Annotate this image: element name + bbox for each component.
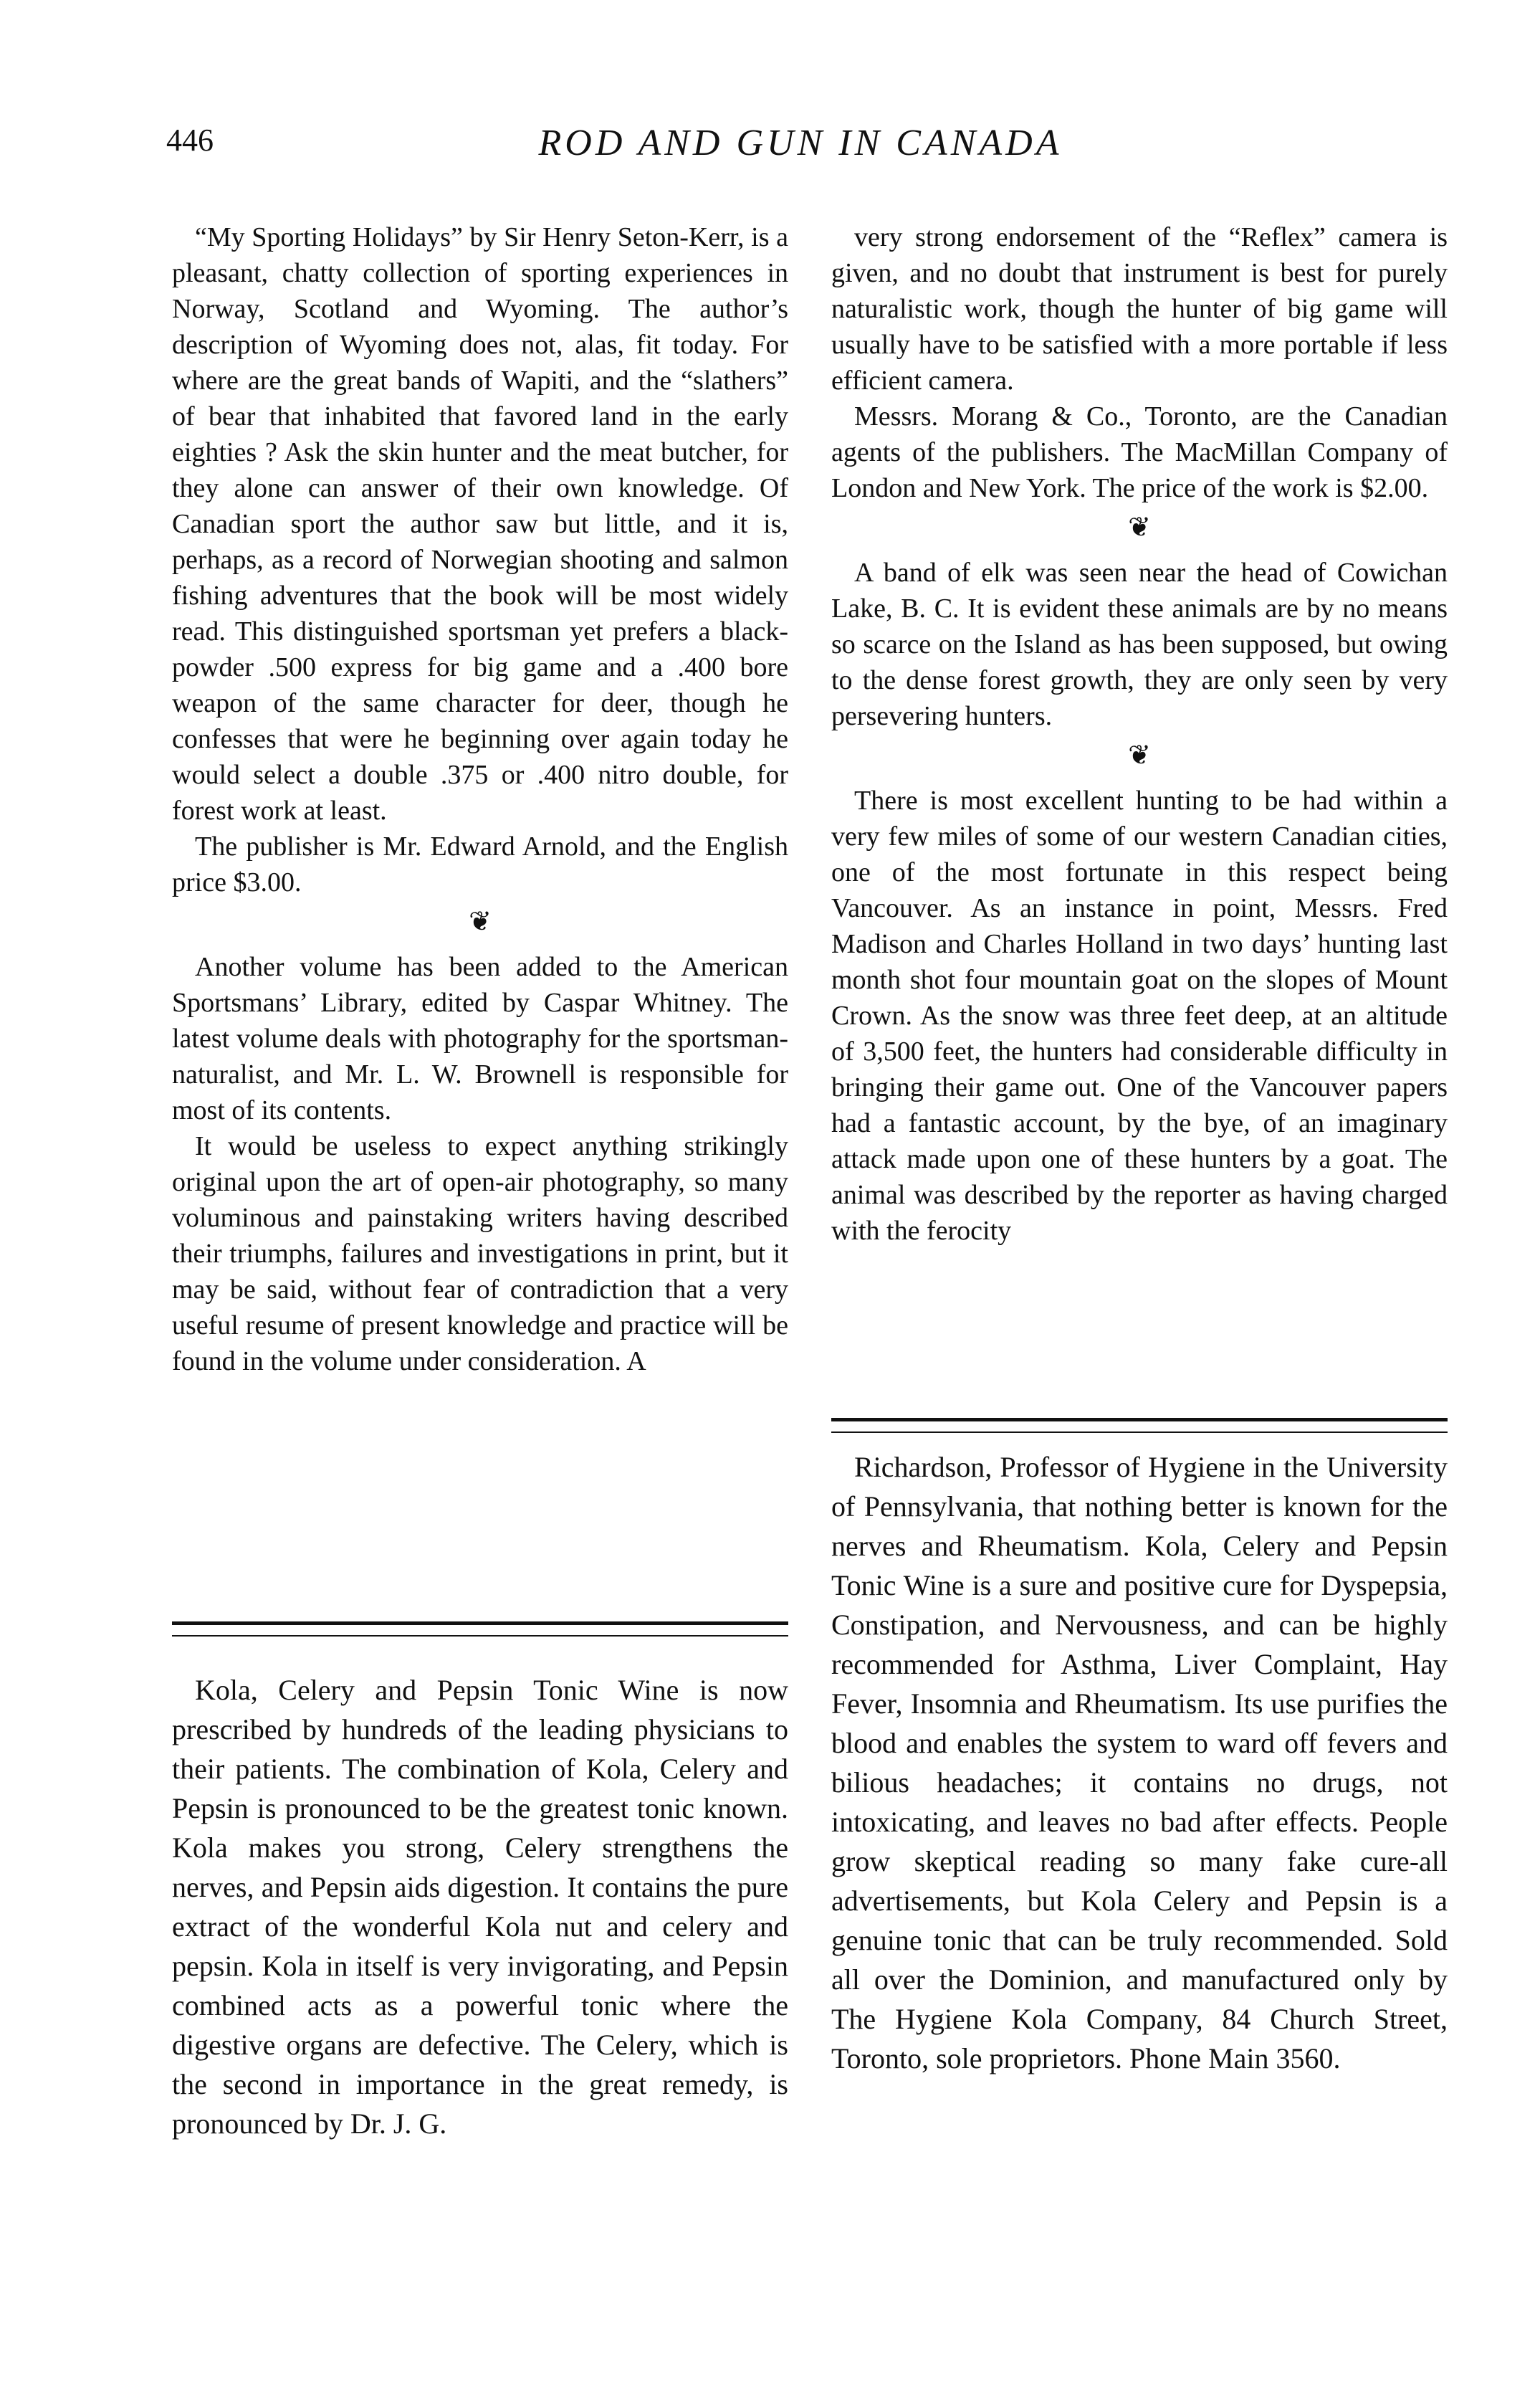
section-divider [172,1621,788,1637]
article-paragraph: A band of elk was seen near the head of Cowichan Lake, B. C. It is evident these animals are by no means so scarce on the Island as has been supposed, but owing to the dense forest growth, they are only seen by very persevering hunters. [831,558,1448,731]
section-divider [831,1418,1448,1433]
article-paragraph: very strong endorsement of the “Reflex” camera is given, and no doubt that instrument is best for purely naturalistic work, though the hunter of big game will usually have to be satisfied with a more portable if less efficient camera. [831,222,1448,396]
advertisement-right [831,1447,1448,2078]
page-number: 446 [166,123,214,158]
ornament-icon: ❦ [1128,513,1151,543]
ornament-icon: ❦ [1128,740,1151,771]
article-paragraph: The publisher is Mr. Edward Arnold, and the English price $3.00. [172,832,788,897]
article-paragraph: Messrs. Morang & Co., Toronto, are the Canadian agents of the publishers. The MacMillan Company of London and New York. The price of the work is $2.00. [831,401,1448,503]
article-paragraph: Another volume has been added to the American Sportsmans’ Library, edited by Caspar Whitney. The latest volume deals with photography for the sportsman-naturalist, and Mr. L. W. Brownell is responsible for most of its contents. [172,952,788,1125]
left-column [172,219,788,1379]
article-paragraph: There is most excellent hunting to be had within a very few miles of some of our western Canadian cities, one of the most fortunate in this respect being Vancouver. As an instance in point, Messrs. Fred Madison and Charles Holland in two days’ hunting last month shot four mountain goat on the slopes of Mount Crown. As the snow was three feet deep, at an altitude of 3,500 feet, the hunters had considerable difficulty in bringing their game out. One of the Vancouver papers had a fantastic account, by the bye, of an imaginary attack made upon one of these hunters by a goat. The animal was described by the reporter as having charged with the ferocity [831,786,1448,1246]
advertisement-left [172,1670,788,2143]
advertisement-text: Kola, Celery and Pepsin Tonic Wine is now prescribed by hundreds of the leading physicians to their patients. The combination of Kola, Celery and Pepsin is pronounced to be the greatest tonic known. Kola makes you strong, Celery strengthens the nerves, and Pepsin aids digestion. It contains the pure extract of the wonderful Kola nut and celery and pepsin. Kola in itself is very invigorating, and Pepsin combined acts as a powerful tonic where the digestive organs are defective. The Celery, which is the second in importance in the great remedy, is pronounced by Dr. J. G. [172,1674,788,2140]
article-paragraph: It would be useless to expect anything strikingly original upon the art of open-air photography, so many voluminous and painstaking writers having described their triumphs, failures and investigations in print, but it may be said, without fear of contradiction that a very useful resume of present knowledge and practice will be found in the volume under consideration. A [172,1131,788,1376]
advertisement-text: Richardson, Professor of Hygiene in the University of Pennsylvania, that nothing better is known for the nerves and Rheumatism. Kola, Celery and Pepsin Tonic Wine is a sure and positive cure for Dyspepsia, Constipation, and Nervousness, and can be highly recommended for Asthma, Liver Complaint, Hay Fever, Insomnia and Rheumatism. Its use purifies the blood and enables the system to ward off fevers and bilious headaches; it contains no drugs, not intoxicating, and leaves no bad after effects. People grow skeptical reading so many fake cure-all advertisements, but Kola Celery and Pepsin is a genuine tonic that can be truly recommended. Sold all over the Dominion, and manufactured only by The Hygiene Kola Company, 84 Church Street, Toronto, sole proprietors. Phone Main 3560. [831,1451,1448,2074]
right-column [831,219,1448,1249]
article-paragraph: “My Sporting Holidays” by Sir Henry Seton-Kerr, is a pleasant, chatty collection of sporting experiences in Norway, Scotland and Wyoming. The author’s description of Wyoming does not, alas, fit today. For where are the great bands of Wapiti, and the “slathers” of bear that inhabited that favored land in the early eighties ? Ask the skin hunter and the meat butcher, for they alone can answer of their own knowledge. Of Canadian sport the author saw but little, and it is, perhaps, as a record of Norwegian shooting and salmon fishing adventures that the book will be most widely read. This distinguished sportsman yet prefers a black-powder .500 express for big game and a .400 bore weapon of the same character for deer, though he confesses that were he beginning over again today he would select a double .375 or .400 nitro double, for forest work at least. [172,222,788,826]
ornament-icon: ❦ [469,907,492,937]
running-title: ROD AND GUN IN CANADA [538,123,1063,163]
page-header [166,122,1435,172]
